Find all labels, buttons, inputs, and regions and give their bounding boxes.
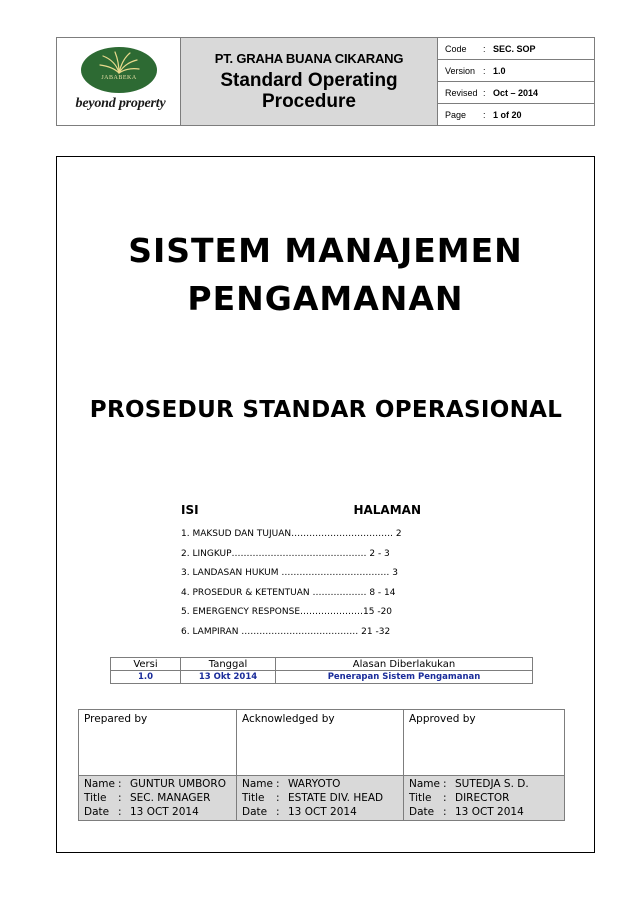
- meta-colon: :: [483, 65, 486, 76]
- sig-date: 13 OCT 2014: [288, 806, 357, 818]
- signature-block-approved: [404, 776, 565, 821]
- meta-value: Oct – 2014: [493, 87, 539, 98]
- sig-name: WARYOTO: [288, 778, 341, 790]
- version-header-cell: Alasan Diberlakukan: [276, 658, 533, 671]
- palm-leaf-icon: [81, 47, 157, 93]
- meta-label: Revised: [445, 87, 478, 98]
- main-title-line2: PENGAMANAN: [187, 279, 464, 318]
- toc-header: [181, 503, 421, 517]
- sig-label: Name: [84, 778, 115, 790]
- meta-label: Version: [445, 65, 476, 76]
- header-title-block: [181, 38, 438, 125]
- sig-colon: :: [118, 792, 122, 804]
- version-table-row: [111, 671, 533, 684]
- sig-title: SEC. MANAGER: [130, 792, 211, 804]
- sig-label: Name: [242, 778, 273, 790]
- signature-headers: [79, 710, 565, 776]
- toc-item: 6. LAMPIRAN ………………………………… 21 -32: [181, 626, 391, 637]
- document-type-title: Standard Operating Procedure: [220, 70, 398, 112]
- company-logo: [57, 38, 181, 125]
- meta-value: 1.0: [493, 65, 506, 76]
- sig-label: Date: [409, 806, 435, 818]
- version-cell: 1.0: [111, 671, 181, 684]
- meta-colon: :: [483, 109, 486, 120]
- signature-block-acknowledged: [237, 776, 404, 821]
- toc-item: 4. PROSEDUR & KETENTUAN ……………… 8 - 14: [181, 587, 396, 598]
- signature-header-cell: Prepared by: [79, 710, 237, 776]
- toc-item: 3. LANDASAN HUKUM ……………………………… 3: [181, 568, 398, 578]
- sig-colon: :: [443, 778, 447, 790]
- sig-date: 13 OCT 2014: [130, 806, 199, 818]
- meta-row-version: [438, 60, 594, 82]
- document-meta: [438, 38, 594, 125]
- toc-head-page: HALAMAN: [353, 503, 421, 517]
- sig-date: 13 OCT 2014: [455, 806, 524, 818]
- sig-label: Name: [409, 778, 440, 790]
- sig-label: Title: [242, 792, 265, 804]
- sig-label: Title: [409, 792, 432, 804]
- meta-row-code: [438, 38, 594, 60]
- sig-colon: :: [276, 792, 280, 804]
- sig-label: Date: [84, 806, 110, 818]
- meta-colon: :: [483, 43, 486, 54]
- version-header-cell: Versi: [111, 658, 181, 671]
- toc-item: 2. LINGKUP……………………………………… 2 - 3: [181, 548, 390, 559]
- toc-item: 5. EMERGENCY RESPONSE…………………15 -20: [181, 607, 393, 617]
- table-of-contents: [181, 503, 421, 642]
- document-header: [56, 37, 595, 126]
- sig-colon: :: [118, 806, 122, 818]
- sig-colon: :: [118, 778, 122, 790]
- version-table-header: [111, 658, 533, 671]
- meta-label: Page: [445, 109, 467, 120]
- meta-row-page: [438, 104, 594, 125]
- signature-header-cell: Acknowledged by: [237, 710, 404, 776]
- version-table: [110, 657, 533, 684]
- signature-details: [79, 776, 565, 821]
- sig-name: SUTEDJA S. D.: [455, 778, 529, 790]
- logo-tagline: beyond property: [75, 96, 166, 111]
- meta-row-revised: [438, 82, 594, 104]
- version-header-cell: Tanggal: [181, 658, 276, 671]
- meta-colon: :: [483, 87, 486, 98]
- meta-value: SEC. SOP: [493, 43, 536, 54]
- sig-title: ESTATE DIV. HEAD: [288, 792, 384, 804]
- version-cell: Penerapan Sistem Pengamanan: [276, 671, 533, 684]
- logo-badge: [81, 47, 157, 93]
- signature-header-cell: Approved by: [404, 710, 565, 776]
- meta-label: Code: [445, 43, 467, 54]
- version-cell: 13 Okt 2014: [181, 671, 276, 684]
- sig-colon: :: [443, 792, 447, 804]
- sig-colon: :: [276, 806, 280, 818]
- sig-colon: :: [443, 806, 447, 818]
- sig-colon: :: [276, 778, 280, 790]
- sig-label: Title: [84, 792, 107, 804]
- meta-value: 1 of 20: [493, 109, 522, 120]
- main-title: [57, 227, 594, 323]
- toc-item: 1. MAKSUD DAN TUJUAN……………………………. 2: [181, 529, 402, 539]
- toc-head-contents: ISI: [181, 503, 199, 517]
- logo-brand-text: JABABEKA: [101, 75, 137, 81]
- subtitle: PROSEDUR STANDAR OPERASIONAL: [89, 397, 563, 423]
- main-title-line1: SISTEM MANAJEMEN: [128, 231, 523, 270]
- sig-title: DIRECTOR: [455, 792, 510, 804]
- sig-label: Date: [242, 806, 268, 818]
- company-name: PT. GRAHA BUANA CIKARANG: [214, 51, 404, 66]
- document-body: [56, 156, 595, 853]
- signature-block-prepared: [79, 776, 237, 821]
- sig-name: GUNTUR UMBORO: [130, 778, 226, 790]
- signature-table: [78, 709, 565, 821]
